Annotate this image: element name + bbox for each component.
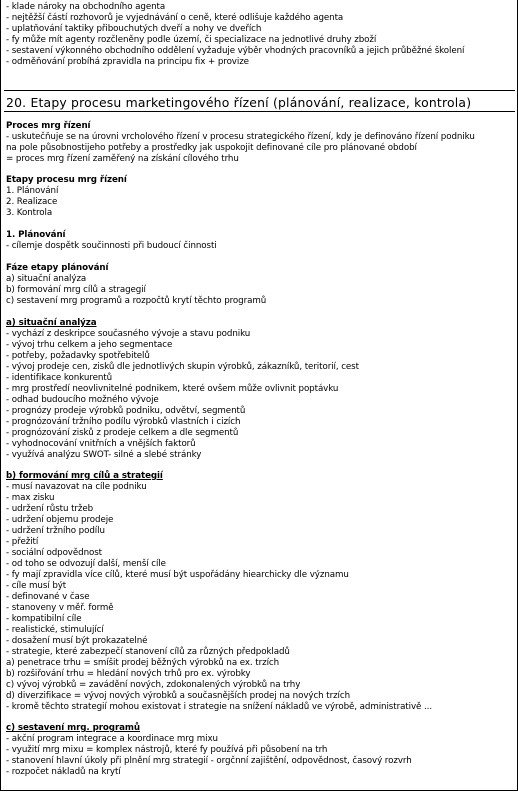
text-line: - přežití: [6, 537, 39, 547]
planovani-heading: 1. Plánování: [6, 230, 66, 240]
proces-heading: Proces mrg řízení: [6, 121, 91, 131]
list-item: 2. Realizace: [6, 197, 58, 207]
section-rule-bottom: [4, 111, 515, 112]
list-item: - sestavení výkonného obchodního oddělení vyžaduje výběr vhodných pracovníků a jejich průběžné školení: [6, 46, 465, 56]
text-line: - prognózy prodeje výrobků podniku, odvětví, segmentů: [6, 406, 246, 416]
section-title: 20. Etapy procesu marketingového řízení (plánování, realizace, kontrola): [6, 95, 472, 110]
list-item: - fy může mít agenty rozčleněny podle území, či specializace na jednotlivé druhy zboží: [6, 35, 377, 45]
text-line: - mrg prostředí neovlivnitelné podnikem, které ovšem může ovlivnit poptávku: [6, 384, 339, 394]
list-item: c) sestavení mrg programů a rozpočtů krytí těchto programů: [6, 296, 267, 306]
text-line: - cílemje dospětk součinnosti při budoucí činnosti: [6, 241, 217, 251]
text-line: - udržení objemu prodeje: [6, 515, 114, 525]
list-item: a) situační analýza: [6, 274, 87, 284]
text-line: - musí navazovat na cíle podniku: [6, 482, 147, 492]
text-line: - stanoveny v měř. formě: [6, 603, 114, 613]
list-item: 3. Kontrola: [6, 208, 53, 218]
formovani-heading: b) formování mrg cílů a strategií: [6, 471, 163, 481]
text-line: - stanovení hlavní úkoly při plnění mrg strategií - orgčnní zajištění, odpovědnost, časový rozvrh: [6, 756, 412, 766]
text-line: - prognózování zisků z prodeje celkem a dle segmentů: [6, 428, 239, 438]
list-item: - uplatňování taktiky přibouchutých dveří a nohy ve dveřích: [6, 24, 262, 34]
text-line: - uskutečňuje se na úrovni vrcholového řízení v procesu strategického řízení, kdy je definováno řízení podniku: [6, 132, 475, 142]
text-line: - vyhodnocování vnitřních a vnějších faktorů: [6, 439, 196, 449]
list-item: - klade nároky na obchodního agenta: [6, 2, 166, 12]
text-line: - udržení růstu tržeb: [6, 504, 94, 514]
text-line: - kromě těchto strategií mohou existovat i strategie na snížení nákladů ve výrobě, administrativě ...: [6, 702, 433, 712]
text-line: - prognózování tržního podílu výrobků vlastních i cizích: [6, 417, 241, 427]
faze-heading: Fáze etapy plánování: [6, 263, 109, 273]
text-line: - využívá analýzu SWOT- silné a slebé stránky: [6, 450, 202, 460]
text-line: - vychází z deskripce současného vývoje a stavu podniku: [6, 329, 251, 339]
text-line: - vývoj prodeje cen, zisků dle jednotlivých skupin výrobků, zákazníků, teritorií, cest: [6, 362, 359, 372]
text-line: na pole působnostijeho potřeby a prostředky jak uspokojit definované cíle pro plánované období: [6, 143, 417, 153]
section-rule-top: [4, 90, 515, 91]
list-item: 1. Plánování: [6, 186, 59, 196]
text-line: a) penetrace trhu = smíšit prodej běžných výrobků na ex. trzích: [6, 658, 280, 668]
text-line: - využití mrg mixu = komplex nástrojů, které fy používá při působení na trh: [6, 745, 328, 755]
text-line: - rozpočet nákladů na krytí: [6, 767, 121, 777]
list-item: - odměňování probíhá zpravidla na principu fix + provize: [6, 57, 249, 67]
text-line: c) vývoj výrobků = zavádění nových, zdokonalených výrobků na trhy: [6, 680, 301, 690]
text-line: - max zisku: [6, 493, 55, 503]
text-line: - realistické, stimulující: [6, 625, 104, 635]
text-line: - vývoj trhu celkem a jeho segmentace: [6, 340, 173, 350]
etapy-heading: Etapy procesu mrg řízení: [6, 175, 127, 185]
text-line: - cíle musí být: [6, 581, 67, 591]
text-line: - odhad budoucího možného vývoje: [6, 395, 159, 405]
situacni-heading: a) situační analýza: [6, 318, 97, 328]
text-line: - sociální odpovědnost: [6, 548, 103, 558]
text-line: d) diverzifikace = vývoj nových výrobků a současnějších prodej na nových trzích: [6, 691, 351, 701]
text-line: - akční program integrace a koordinace mrg mixu: [6, 734, 218, 744]
text-line: - udržení tržního podílu: [6, 526, 105, 536]
text-line: - kompatibilní cíle: [6, 614, 82, 624]
text-line: - od toho se odvozují další, menší cíle: [6, 559, 166, 569]
list-item: - nejtěžší částí rozhovorů je vyjednávání o ceně, které odlišuje každého agenta: [6, 13, 344, 23]
sestaveni-heading: c) sestavení mrg. programů: [6, 723, 141, 733]
text-line: - potřeby, požadavky spotřebitelů: [6, 351, 150, 361]
text-line: - identifikace konkurentů: [6, 373, 113, 383]
text-line: - strategie, které zabezpečí stanovení cílů za různých předpokladů: [6, 647, 290, 657]
text-line: - definované v čase: [6, 592, 90, 602]
text-line: - dosažení musí být prokazatelné: [6, 636, 148, 646]
list-item: b) formování mrg cílů a stragegií: [6, 285, 146, 295]
text-line: = proces mrg řízení zaměřený na získání cílového trhu: [6, 154, 239, 164]
text-line: b) rozšiřování trhu = hledání nových trhů pro ex. výrobky: [6, 669, 251, 679]
text-line: - fy mají zpravidla více cílů, které musí být uspořádány hiearchicky dle významu: [6, 570, 349, 580]
